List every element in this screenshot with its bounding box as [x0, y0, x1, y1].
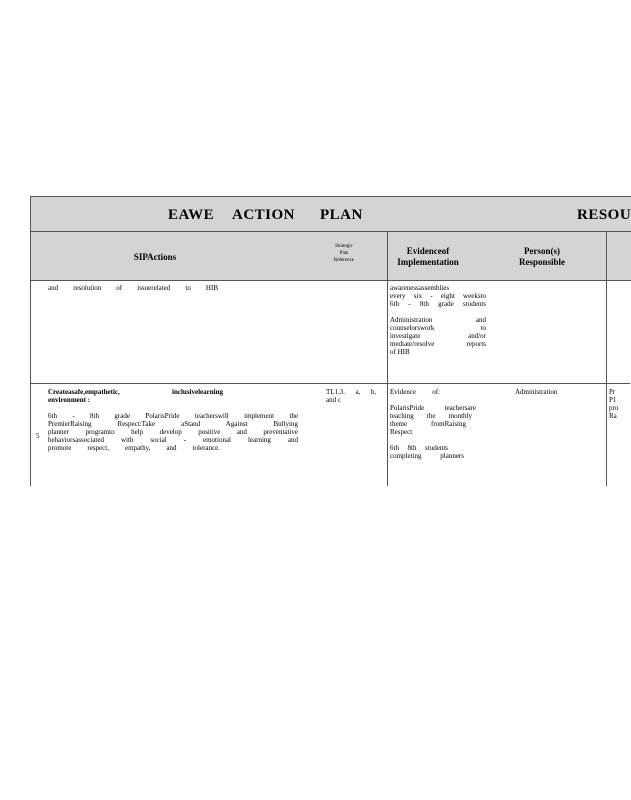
- grid-col-resources: [606, 231, 607, 486]
- grid-col-evidence: [387, 231, 388, 486]
- header-sip-actions: SIPActions: [133, 252, 177, 262]
- title-word-1: EAWE: [168, 207, 215, 223]
- row2-marker: 5: [36, 432, 40, 440]
- grid-left-border: [30, 196, 31, 486]
- row1-evidence: awarenessassemblies every six - eight weeksto 6th - 8th grade students Administration and counselorswork to investigate and/or mediate/resolve reports of HIB: [390, 284, 486, 356]
- row2-strategic-ref: TL1.3. a, b, and c: [326, 388, 376, 404]
- title-word-3: PLAN: [320, 207, 363, 223]
- title-right-cut: RESOU: [577, 207, 631, 223]
- row2-persons: Administration: [515, 388, 558, 396]
- row2-evidence: Evidence of: PolarisPride teachersare teaching the monthly theme fromRaising Respect 6th 8th students completing planners: [390, 388, 476, 460]
- title-word-2: ACTION: [232, 207, 296, 223]
- header-evidence: Evidenceof Implementation: [397, 246, 459, 267]
- grid-row-divider: [30, 383, 630, 384]
- row2-resources-cut: Pr P1 pro Ra: [609, 388, 619, 420]
- row2-sip-text: Createasafe,empathetic, inclusivelearning environment : 6th - 8th grade PolarisPride teacherswill implement the PremierRaising Respect:Take aStand Against Bullying planner programto help develop positive and preventative behaviorsassociated with social - emotional learning and promote respect, empathy, and tolerance.: [48, 388, 298, 452]
- header-strategic-ref: Strategic Plan Reference: [333, 244, 355, 263]
- row1-sip-text: and resolution of issuerelated to HIB: [48, 284, 218, 292]
- header-persons: Person(s) Responsible: [518, 246, 565, 267]
